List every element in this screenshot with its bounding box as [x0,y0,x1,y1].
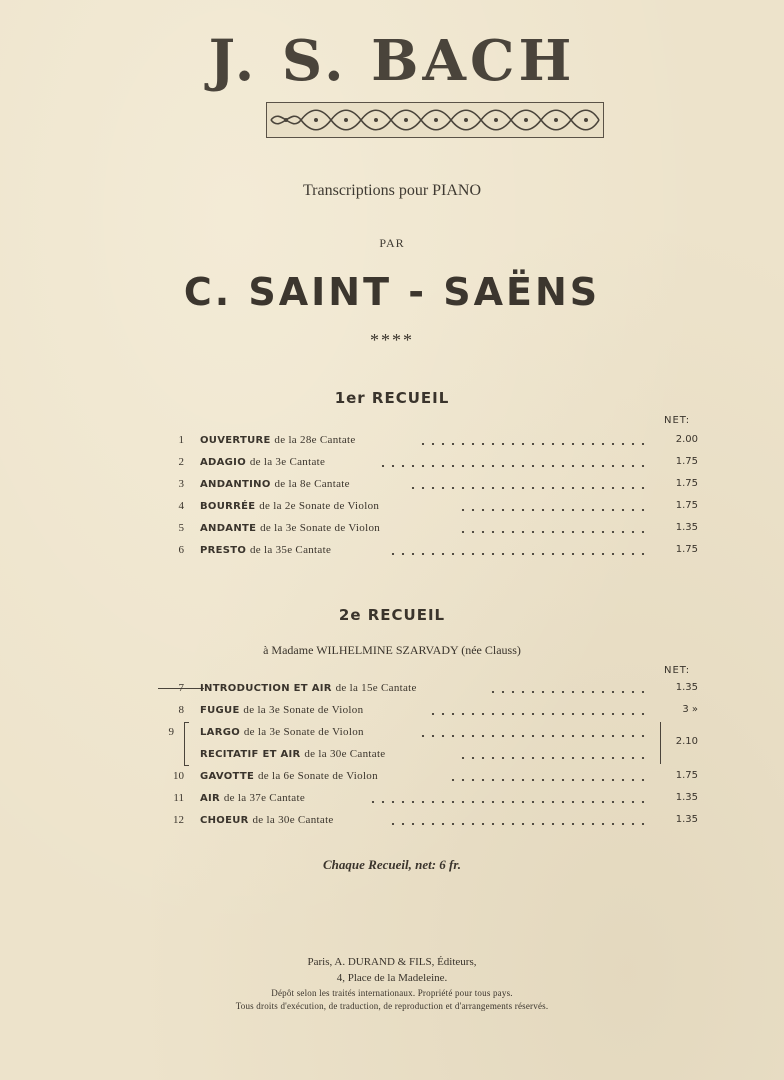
list-item [168,700,698,720]
item-price: 2.10 [675,736,698,747]
list-item [168,518,698,538]
item-number: 7 [178,682,184,694]
leader-dots [458,509,648,511]
list-item [168,788,698,808]
item-price: 1.35 [675,682,698,693]
item-title: INTRODUCTION ET AIR de la 15e Cantate [200,682,417,694]
list-item [168,766,698,786]
recueil-2-title: 2e RECUEIL [338,606,446,624]
leader-dots [388,553,648,555]
dedication: à Madame WILHELMINE SZARVADY (née Clauss) [263,643,521,657]
list-item [168,722,698,747]
leader-dots [408,487,648,489]
leader-dots [428,713,648,715]
list-item [168,430,698,450]
list-item [168,474,698,494]
item-number: 12 [173,814,184,826]
composer-name: J. S. BACH [208,28,576,94]
item-number: 4 [178,500,184,512]
item-number: 6 [178,544,184,556]
item-number: 11 [173,792,184,804]
net-label-2: NET: [664,665,691,676]
item-title: FUGUE de la 3e Sonate de Violon [200,704,364,716]
list-item [168,744,698,764]
item-price: 3 » [682,704,698,715]
item-price: 1.35 [675,522,698,533]
item-title: CHOEUR de la 30e Cantate [200,814,334,826]
par-label: PAR [379,236,405,250]
item-price: 1.75 [675,544,698,555]
item-price: 1.75 [675,456,698,467]
item-number: 5 [178,522,184,534]
item-title: ANDANTINO de la 8e Cantate [200,478,350,490]
item-price: 1.35 [675,814,698,825]
net-label-1: NET: [664,415,691,426]
item-title: GAVOTTE de la 6e Sonate de Violon [200,770,378,782]
item-title: PRESTO de la 35e Cantate [200,544,332,556]
rights-line-2: Tous droits d'exécution, de traduction, de reproduction et d'arrangements réservés. [235,1001,549,1011]
price-note: Chaque Recueil, net: 6 fr. [323,857,461,872]
list-item [168,678,698,698]
item-title: RECITATIF ET AIR de la 30e Cantate [200,748,386,760]
subtitle: Transcriptions pour PIANO [302,182,482,199]
item-number: 8 [178,704,184,716]
item-number: 1 [178,434,184,446]
item-number: 9 [168,726,174,738]
stars-divider: **** [370,330,414,350]
list-item [168,496,698,516]
rights-line-1: Dépôt selon les traités internationaux. Propriété pour tous pays. [271,988,513,998]
arranger-name: C. SAINT - SAËNS [183,270,601,314]
list-item [168,540,698,560]
list-item [168,810,698,830]
recueil-1-title: 1er RECUEIL [334,389,450,407]
item-price: 1.75 [675,770,698,781]
ornamental-band-icon [266,102,604,138]
publisher-line-1: Paris, A. DURAND & FILS, Éditeurs, [307,956,477,968]
leader-dots [458,757,648,759]
list-item [168,452,698,472]
item-title: BOURRÉE de la 2e Sonate de Violon [200,500,380,512]
item-price: 2.00 [675,434,698,445]
item-price: 1.75 [675,478,698,489]
leader-dots [488,691,648,693]
item-title: AIR de la 37e Cantate [200,792,306,804]
item-number: 3 [178,478,184,490]
leader-dots [418,735,648,737]
item-title: ADAGIO de la 3e Cantate [200,456,326,468]
leader-dots [448,779,648,781]
publisher-line-2: 4, Place de la Madeleine. [336,972,448,984]
item-price: 1.35 [675,792,698,803]
item-title: ANDANTE de la 3e Sonate de Violon [200,522,381,534]
leader-dots [388,823,648,825]
item-number: 10 [173,770,184,782]
leader-dots [368,801,648,803]
item-title: LARGO de la 3e Sonate de Violon [200,726,364,738]
leader-dots [378,465,648,467]
leader-dots [418,443,648,445]
leader-dots [458,531,648,533]
item-price: 1.75 [675,500,698,511]
item-number: 2 [178,456,184,468]
item-title: OUVERTURE de la 28e Cantate [200,434,356,446]
bracket-right [656,722,661,764]
